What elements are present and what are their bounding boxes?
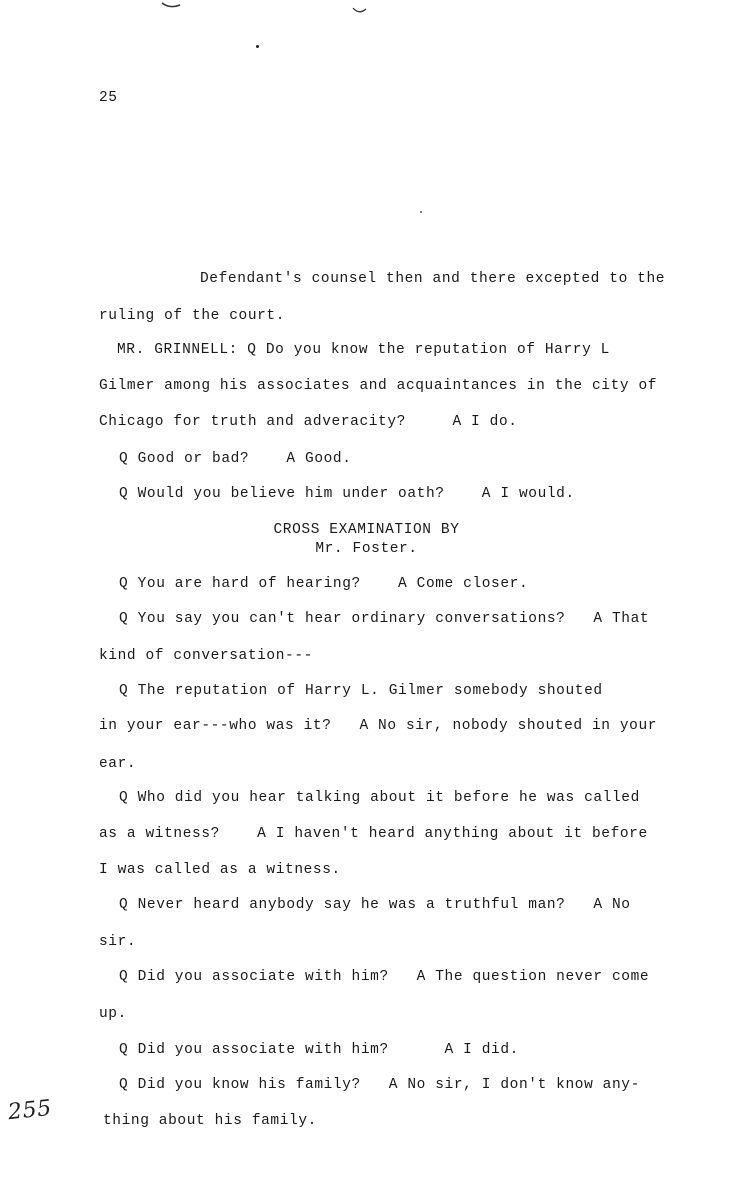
text-line: I was called as a witness. [99, 862, 341, 878]
text-line: Q Did you know his family? A No sir, I don't know any- [119, 1077, 640, 1093]
text-line: kind of conversation--- [99, 648, 313, 664]
scan-mark [160, 0, 184, 10]
text-line: ear. [99, 756, 137, 772]
section-subheading: Mr. Foster. [315, 541, 418, 557]
text-line: in your ear---who was it? A No sir, nobody shouted in your [99, 718, 658, 734]
text-line: Q You say you can't hear ordinary conversations? A That [119, 611, 650, 627]
text-line: Q The reputation of Harry L. Gilmer somebody shouted [119, 683, 603, 699]
text-line: Q Good or bad? A Good. [119, 451, 352, 467]
text-line: Q Did you associate with him? A The question never come [119, 969, 650, 985]
text-line: MR. GRINNELL: Q Do you know the reputation of Harry L [117, 342, 610, 358]
text-line: Q You are hard of hearing? A Come closer. [119, 576, 529, 592]
section-heading: CROSS EXAMINATION BY [273, 522, 460, 538]
text-line: Defendant's counsel then and there excepted to the [200, 271, 666, 287]
text-line: Q Never heard anybody say he was a truthful man? A No [119, 897, 631, 913]
text-line: up. [99, 1006, 127, 1022]
text-line: Chicago for truth and adveracity? A I do. [99, 414, 518, 430]
scan-mark [350, 2, 370, 16]
page-number: 25 [99, 90, 118, 106]
scan-dot [256, 45, 259, 48]
text-line: sir. [99, 934, 137, 950]
text-line: Q Did you associate with him? A I did. [119, 1042, 519, 1058]
scan-dot [420, 211, 422, 213]
text-line: Q Would you believe him under oath? A I would. [119, 486, 575, 502]
text-line: as a witness? A I haven't heard anything about it before [99, 826, 648, 842]
text-line: Gilmer among his associates and acquaintances in the city of [99, 378, 658, 394]
text-line: ruling of the court. [99, 308, 286, 324]
handwritten-page-note: 255 [6, 1095, 53, 1126]
text-line: Q Who did you hear talking about it before he was called [119, 790, 640, 806]
text-line: thing about his family. [103, 1113, 317, 1129]
